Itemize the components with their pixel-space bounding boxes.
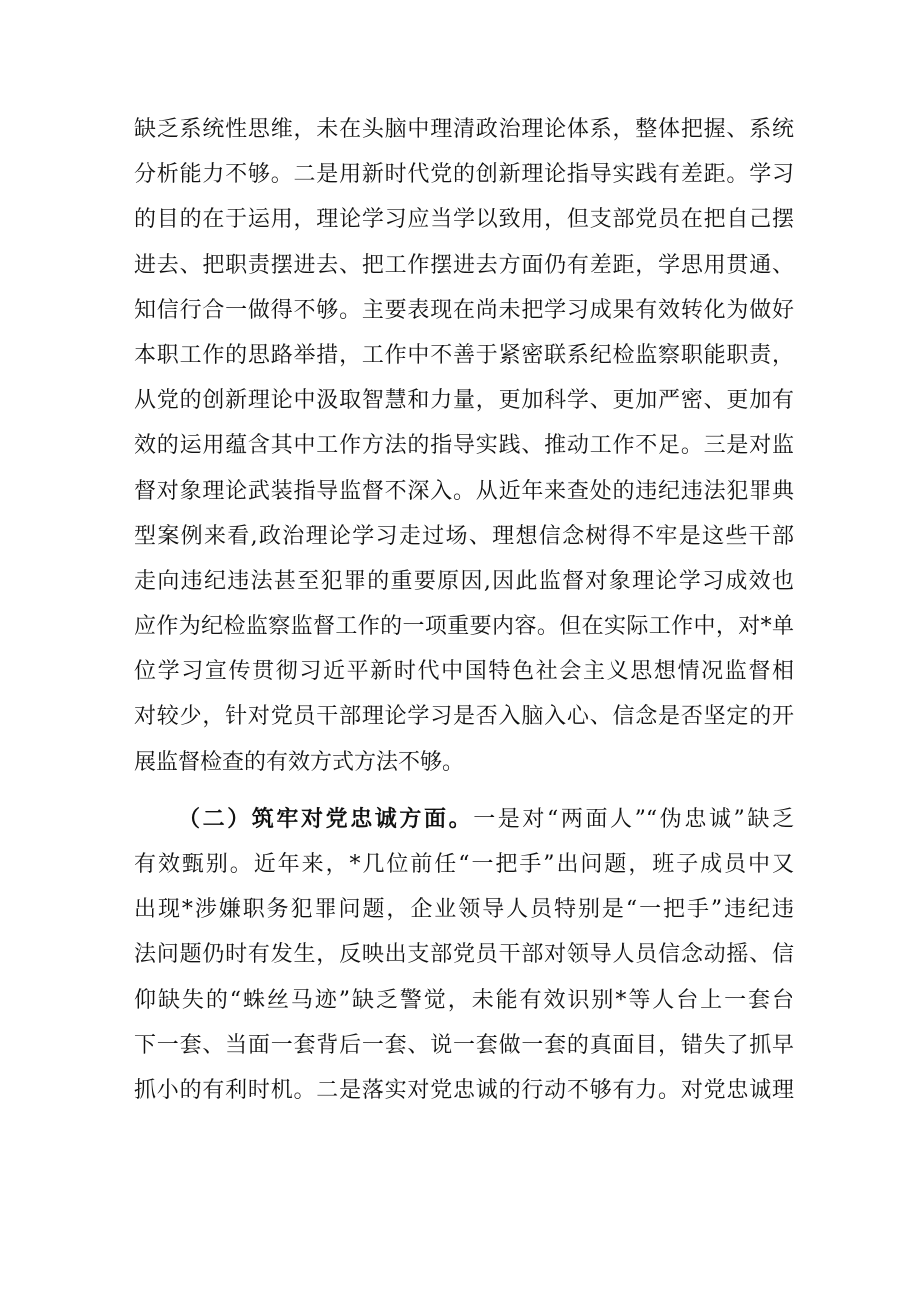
paragraph-2 [134,797,794,1113]
text-line: 分析能力不够。二是用新时代党的创新理论指导实践有差距。学习 [134,162,794,188]
text-line: 应作为纪检监察监督工作的一项重要内容。但在实际工作中，对*单 [134,614,794,640]
text-line: 知信行合一做得不够。主要表现在尚未把学习成果有效转化为做好 [134,297,794,323]
text-line: 督对象理论武装指导监督不深入。从近年来查处的违纪违法犯罪典 [134,478,794,504]
text-line: 展监督检查的有效方式方法不够。 [134,749,465,775]
text-line: 本职工作的思路举措，工作中不善于紧密联系纪检监察职能职责， [134,342,794,368]
text-line: 位学习宣传贯彻习近平新时代中国特色社会主义思想情况监督相 [134,659,794,685]
text-line: 缺乏系统性思维，未在头脑中理清政治理论体系，整体把握、系统 [134,117,794,142]
text-line: 对较少，针对党员干部理论学习是否入脑入心、信念是否坚定的开 [134,704,794,730]
text-line: 下一套、当面一套背后一套、说一套做一套的真面目，错失了抓早 [134,1032,794,1058]
text-line: 有效甄别。近年来，*几位前任“一把手”出问题，班子成员中又 [134,852,794,877]
text-line: 进去、把职责摆进去、把工作摆进去方面仍有差距，学思用贯通、 [134,252,794,278]
text-line: 抓小的有利时机。二是落实对党忠诚的行动不够有力。对党忠诚理 [134,1077,794,1103]
text-line: 效的运用蕴含其中工作方法的指导实践、推动工作不足。三是对监 [134,433,794,459]
text-line: 走向违纪违法甚至犯罪的重要原因,因此监督对象理论学习成效也 [134,568,794,594]
paragraph-1 [134,107,794,785]
text-line: 型案例来看,政治理论学习走过场、理想信念树得不牢是这些干部 [134,523,794,549]
paragraph-first-line [134,797,794,842]
text-line: 法问题仍时有发生，反映出支部党员干部对领导人员信念动摇、信 [134,942,794,968]
document-body [134,107,794,1113]
paragraph-gap [134,785,794,797]
text-span: 一是对“两面人”“伪忠诚”缺乏 [473,806,794,832]
text-line: 从党的创新理论中汲取智慧和力量，更加科学、更加严密、更加有 [134,388,794,414]
text-line: 出现*涉嫌职务犯罪问题，企业领导人员特别是“一把手”违纪违 [134,897,794,923]
text-line: 仰缺失的“蛛丝马迹”缺乏警觉，未能有效识别*等人台上一套台 [134,987,794,1013]
section-heading: （二）筑牢对党忠诚方面。 [178,805,474,832]
text-line: 的目的在于运用，理论学习应当学以致用，但支部党员在把自己摆 [134,207,794,233]
